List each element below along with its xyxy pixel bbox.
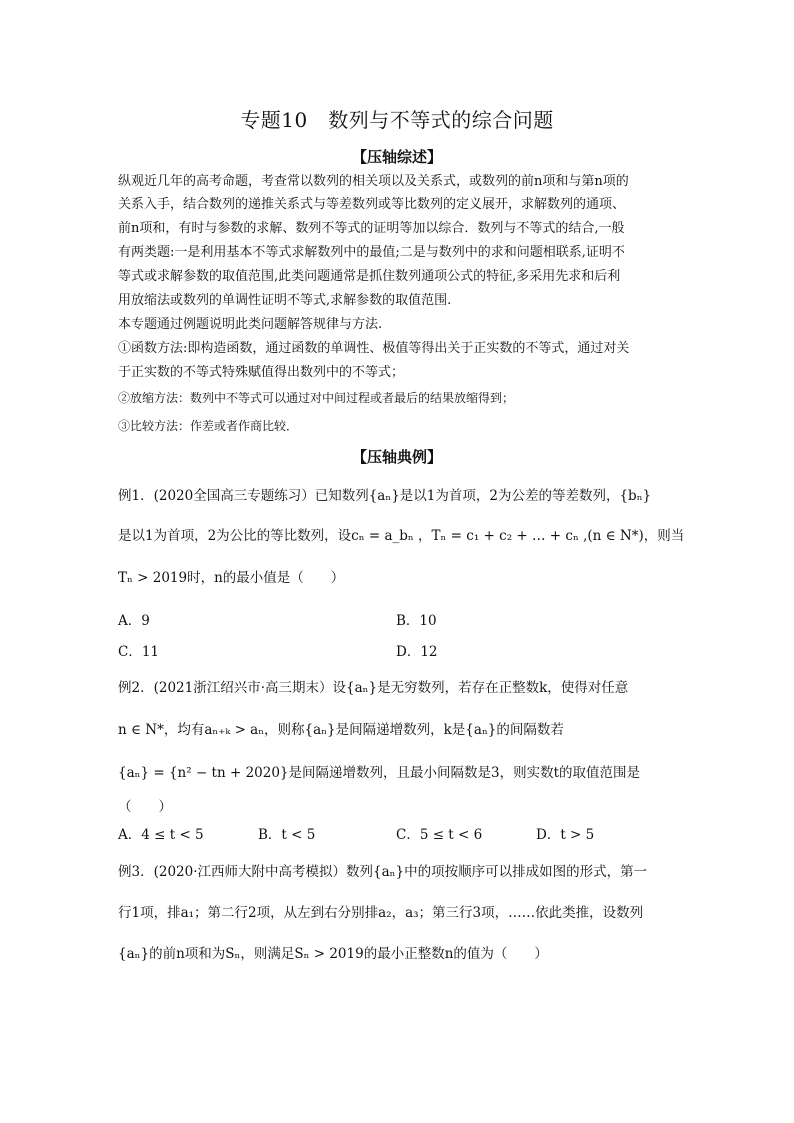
page-title: 专题10 数列与不等式的综合问题 (240, 108, 554, 132)
example-2-line-1: 例2．(2021浙江绍兴市·高三期末）设{aₙ}是无穷数列，若存在正整数k，使得对任意 (118, 680, 629, 696)
overview-heading: 【压轴综述】 (351, 148, 442, 166)
overview-line-5: 等式或求解参数的取值范围,此类问题通常是抓住数列通项公式的特征,多采用先求和后利 (118, 269, 621, 284)
example-2-option-d: D．t > 5 (536, 827, 595, 843)
overview-line-6: 用放缩法或数列的单调性证明不等式,求解参数的取值范围. (118, 293, 452, 308)
overview-line-4: 有两类题:一是利用基本不等式求解数列中的最值;二是与数列中的求和问题相联系,证明不 (118, 245, 625, 260)
example-1-line-3: Tₙ > 2019时，n的最小值是（ ） (118, 570, 345, 586)
example-2-option-c: C．5 ≤ t < 6 (396, 827, 483, 843)
overview-line-3: 前n项和，有时与参数的求解、数列不等式的证明等加以综合．数列与不等式的结合,一般 (118, 221, 625, 236)
example-1-option-d: D．12 (396, 644, 438, 660)
method-2: ②放缩方法：数列中不等式可以通过对中间过程或者最后的结果放缩得到； (118, 391, 515, 405)
method-1-line-1: ①函数方法:即构造函数，通过函数的单调性、极值等得出关于正实数的不等式，通过对关 (118, 341, 630, 356)
example-2-line-2: n ∈ N*，均有aₙ₊ₖ > aₙ，则称{aₙ}是间隔递增数列，k是{aₙ}的间隔数若 (118, 722, 564, 738)
example-1-line-1: 例1．(2020全国高三专题练习）已知数列{aₙ}是以1为首项，2为公差的等差数列，{bₙ} (118, 488, 652, 504)
method-1-line-2: 于正实数的不等式特殊赋值得出数列中的不等式； (118, 365, 405, 380)
overview-line-1: 纵观近几年的高考命题，考查常以数列的相关项以及关系式，或数列的前n项和与第n项的 (118, 174, 629, 189)
example-1-option-a: A．9 (118, 613, 150, 629)
example-1-option-b: B．10 (396, 613, 437, 629)
example-2-line-4: （ ） (118, 799, 172, 815)
example-2-line-3: {aₙ} = {n² − tn + 2020}是间隔递增数列，且最小间隔数是3，则实数t的取值范围是 (118, 765, 641, 781)
example-1-line-2: 是以1为首项，2为公比的等比数列，设cₙ = a_bₙ ，Tₙ = c₁ + c₂ + … + cₙ ,(n ∈ N*)，则当 (118, 528, 685, 544)
example-3-line-1: 例3．(2020·江西师大附中高考模拟）数列{aₙ}中的项按顺序可以排成如图的形式，第一 (118, 864, 648, 880)
example-2-option-b: B．t < 5 (258, 827, 316, 843)
example-3-line-2: 行1项，排a₁；第二行2项，从左到右分别排a₂，a₃；第三行3项，……依此类推，设数列 (118, 905, 644, 921)
examples-heading: 【压轴典例】 (351, 448, 442, 466)
example-1-option-c: C．11 (118, 644, 160, 660)
overview-intro: 本专题通过例题说明此类问题解答规律与方法. (118, 317, 383, 332)
example-2-option-a: A．4 ≤ t < 5 (118, 827, 204, 843)
example-3-line-3: {aₙ}的前n项和为Sₙ，则满足Sₙ > 2019的最小正整数n的值为（ ） (118, 946, 548, 962)
overview-line-2: 关系入手，结合数列的递推关系式与等差数列或等比数列的定义展开，求解数列的通项、 (118, 197, 626, 212)
method-3: ③比较方法：作差或者作商比较． (118, 419, 299, 433)
